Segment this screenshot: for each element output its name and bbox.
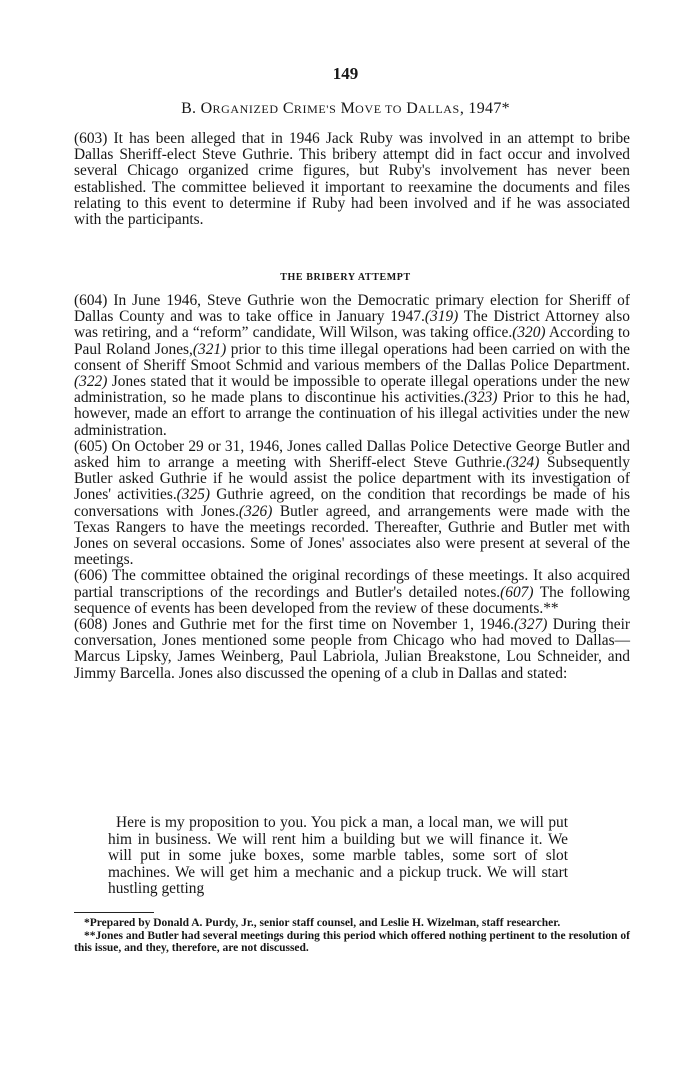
reference-note: (324): [505, 454, 540, 472]
text-run: (604) In June 1946, Steve Guthrie won the Democratic primary election for Sheriff of Dallas County and was to take office in January 1947.: [74, 292, 630, 326]
heading-part: C: [278, 100, 294, 117]
footnote-1: *Prepared by Donald A. Purdy, Jr., senior staff counsel, and Leslie H. Wizelman, staff researcher.: [84, 917, 561, 929]
heading-part: D: [402, 100, 419, 117]
heading-part: , 1947*: [459, 100, 510, 117]
subheading: THE BRIBERY ATTEMPT: [280, 272, 411, 283]
text-run: (606) The committee obtained the original recordings of these meetings. It also acquired partial transcriptions of the recordings and Butler's detailed notes.: [74, 567, 630, 601]
footnote-rule: [74, 912, 154, 913]
paragraph-603-block: [74, 131, 630, 228]
paragraph-603: (603) It has been alleged that in 1946 Jack Ruby was involved in an attempt to bribe Dallas Sheriff-elect Steve Guthrie. This bribery attempt did in fact occur and involved several Chicago organized crime figures, but Ruby's involvement has never been established. The committee believed it important to reexamine the documents and files relating to this event to determine if Ruby had been involved and if he was associated with the participants.: [74, 130, 630, 229]
block-quote: [108, 815, 568, 898]
section-heading: [0, 100, 691, 118]
reference-note: (326): [239, 502, 273, 520]
paragraph-606: [74, 568, 630, 617]
heading-part: OVE TO: [355, 102, 402, 116]
text-run: Prior to this he had, however, made an effort to arrange the continuation of his illegal activities under the new administration.: [74, 389, 630, 439]
reference-note: (607): [500, 583, 534, 601]
heading-part: ALLAS: [418, 102, 460, 116]
heading-part: RIME'S: [293, 102, 337, 116]
text-run: (605) On October 29 or 31, 1946, Jones called Dallas Police Detective George Butler and asked him to arrange a meeting with Sheriff-elect Steve Guthrie.: [74, 437, 630, 472]
footnotes: [74, 917, 630, 955]
reference-note: (320): [512, 324, 546, 342]
heading-part: RGANIZED: [212, 102, 279, 116]
reference-note: (327): [514, 616, 548, 634]
quote-text: Here is my proposition to you. You pick a man, a local man, we will put him in business. We will rent him a building but we will finance it. We will put in some juke boxes, some marble tables, some sort of slot machines. We will get him a mechanic and a pickup truck. We will start hustling getting: [108, 814, 568, 898]
footnote-2: **Jones and Butler had several meetings during this period which offered nothing pertinent to the resolution of this issue, and they, therefore, are not discussed.: [74, 929, 630, 955]
paragraph-605: [74, 439, 630, 569]
paragraph-604: [74, 293, 630, 439]
text-run: Jones stated that it would be impossible to operate illegal operations under the new administration, so he made plans to discontinue his activities.: [74, 373, 630, 407]
text-run: During their conversation, Jones mentioned some people from Chicago who had moved to Dallas—Marcus Lipsky, James Weinberg, Paul Labriola, Julian Breakstone, Lou Schneider, and Jimmy Barcella. Jones also discussed the opening of a club in Dallas and stated:: [74, 616, 630, 682]
heading-part: M: [336, 100, 356, 117]
text-run: According to Paul Roland Jones,: [74, 324, 631, 358]
reference-note: (322): [74, 373, 108, 391]
main-body: [74, 293, 630, 682]
paragraph-608: [74, 617, 630, 682]
reference-note: (325): [176, 486, 211, 504]
heading-part: B. O: [181, 100, 213, 117]
text-run: prior to this time illegal operations had been carried on with the consent of Sheriff Smoot Schmid and various members of the Dallas Police Department.: [74, 340, 630, 374]
text-run: Guthrie agreed, on the condition that recordings be made of his conversations with Jones.: [74, 486, 630, 520]
text-run: (608) Jones and Guthrie met for the first time on November 1, 1946.: [74, 616, 515, 634]
text-run: The following sequence of events has been developed from the review of these documents.**: [74, 583, 630, 617]
page-number: 149: [332, 64, 359, 83]
reference-note: (319): [424, 308, 459, 326]
text-run: Butler agreed, and arrangements were made with the Texas Rangers to have the meetings recorded. Thereafter, Guthrie and Butler met with Jones on several occasions. Some of Jones' associates also were present at several of the meetings.: [74, 502, 631, 569]
text-run: The District Attorney also was retiring, and a “reform” candidate, Will Wilson, was taking office.: [74, 308, 630, 342]
reference-note: (321): [192, 340, 227, 358]
text-run: Subsequently Butler asked Guthrie if he would assist the police department with its investigation of Jones' activities.: [74, 454, 630, 504]
reference-note: (323): [464, 389, 498, 407]
